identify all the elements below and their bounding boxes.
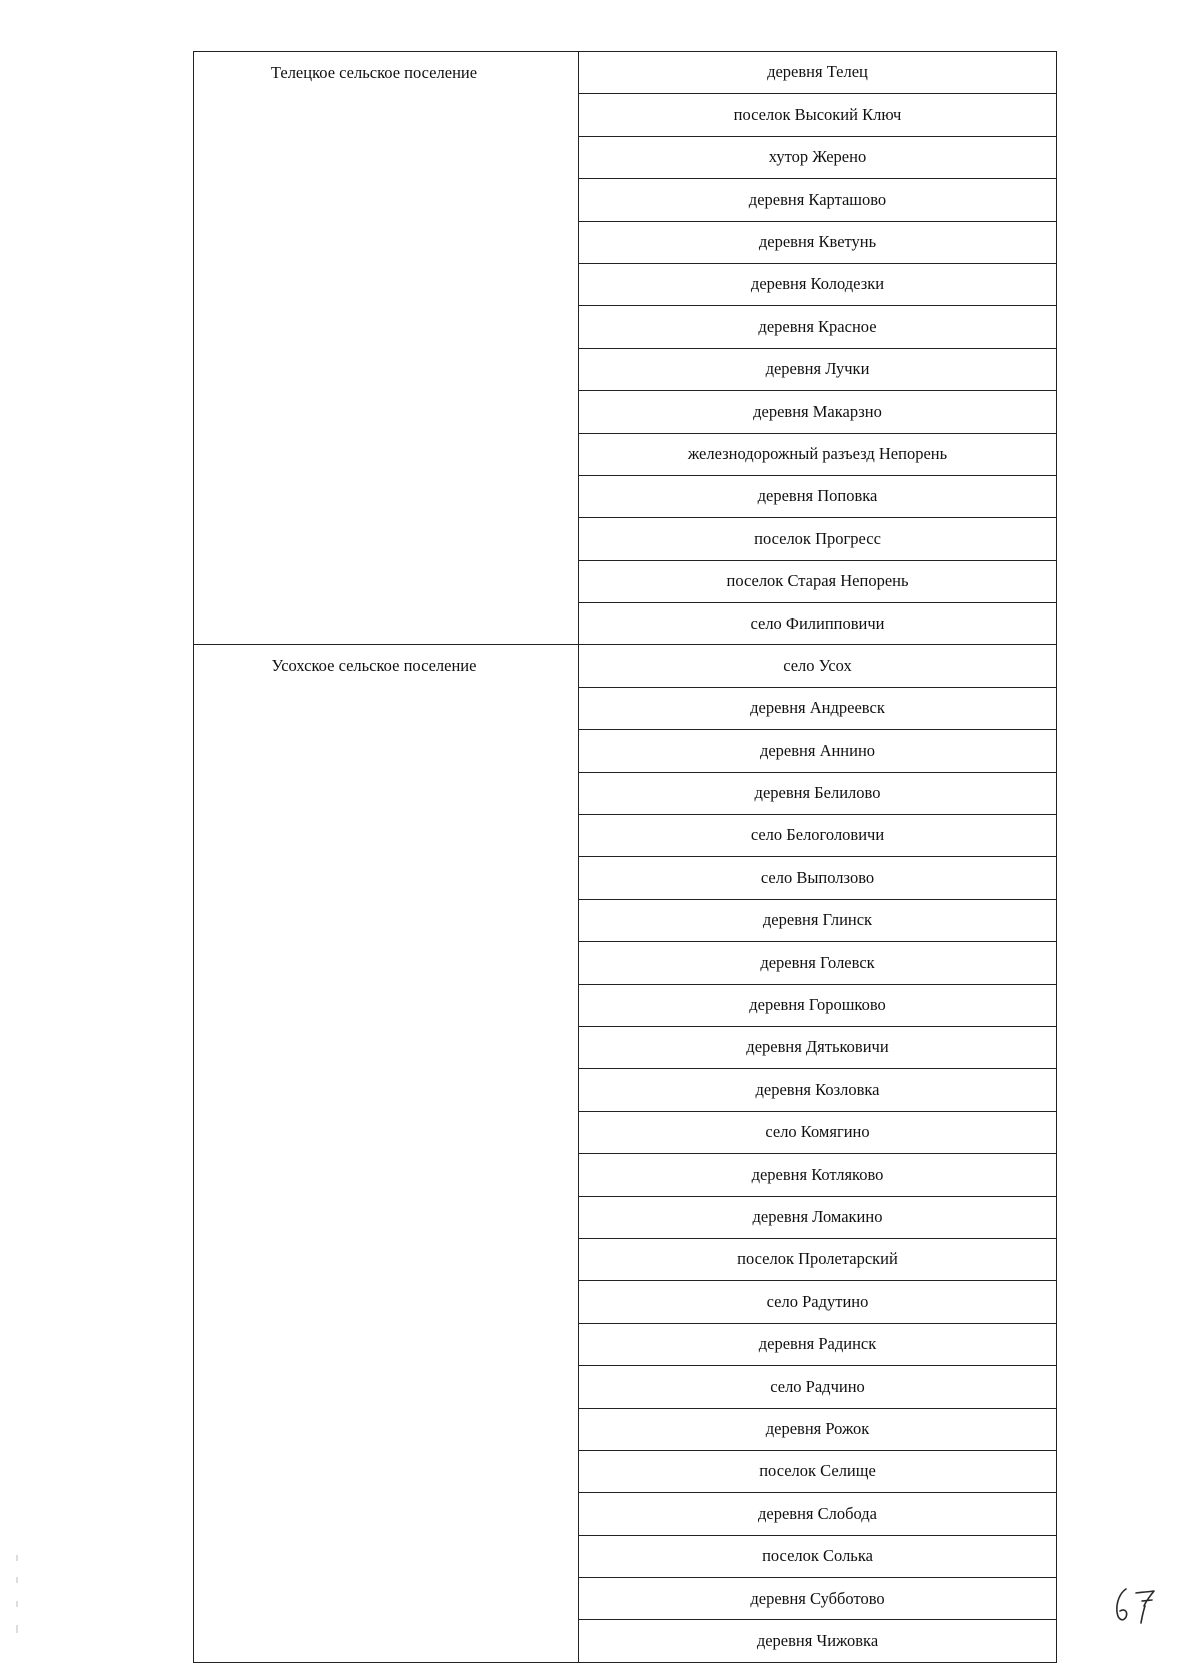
locality-name: деревня Поповка bbox=[579, 475, 1057, 517]
scan-margin-marks bbox=[14, 1555, 20, 1635]
locality-name: поселок Селище bbox=[579, 1450, 1057, 1492]
locality-name: деревня Горошково bbox=[579, 984, 1057, 1026]
settlements-table bbox=[193, 51, 1057, 1663]
settlement-name: Телецкое сельское поселение bbox=[270, 63, 478, 82]
locality-name: деревня Котляково bbox=[579, 1154, 1057, 1196]
locality-name: деревня Аннино bbox=[579, 730, 1057, 772]
locality-name: деревня Макарзно bbox=[579, 391, 1057, 433]
locality-name: деревня Телец bbox=[579, 52, 1057, 94]
locality-name: поселок Пролетарский bbox=[579, 1238, 1057, 1280]
locality-name: деревня Лучки bbox=[579, 348, 1057, 390]
locality-name: деревня Радинск bbox=[579, 1323, 1057, 1365]
locality-name: село Белоголовичи bbox=[579, 815, 1057, 857]
locality-name: железнодорожный разъезд Непорень bbox=[579, 433, 1057, 475]
locality-name: деревня Ломакино bbox=[579, 1196, 1057, 1238]
locality-name: поселок Солька bbox=[579, 1535, 1057, 1577]
locality-name: деревня Красное bbox=[579, 306, 1057, 348]
locality-name: деревня Дятьковичи bbox=[579, 1026, 1057, 1068]
locality-name: село Комягино bbox=[579, 1111, 1057, 1153]
locality-name: село Радчино bbox=[579, 1366, 1057, 1408]
locality-name: хутор Жерено bbox=[579, 136, 1057, 178]
settlement-cell bbox=[194, 52, 579, 645]
locality-name: село Усох bbox=[579, 645, 1057, 687]
locality-name: деревня Кветунь bbox=[579, 221, 1057, 263]
settlements-table-body bbox=[194, 52, 1057, 1663]
settlement-cell bbox=[194, 645, 579, 1662]
locality-name: село Выползово bbox=[579, 857, 1057, 899]
locality-name: деревня Субботово bbox=[579, 1578, 1057, 1620]
locality-name: деревня Козловка bbox=[579, 1069, 1057, 1111]
table-row bbox=[194, 645, 1057, 687]
locality-name: деревня Карташово bbox=[579, 179, 1057, 221]
settlement-name: Усохское сельское поселение bbox=[271, 656, 477, 676]
locality-name: поселок Старая Непорень bbox=[579, 560, 1057, 602]
locality-name: деревня Рожок bbox=[579, 1408, 1057, 1450]
handwritten-page-number bbox=[1112, 1584, 1160, 1628]
locality-name: поселок Прогресс bbox=[579, 518, 1057, 560]
table-row bbox=[194, 52, 1057, 94]
locality-name: деревня Глинск bbox=[579, 899, 1057, 941]
locality-name: деревня Чижовка bbox=[579, 1620, 1057, 1662]
locality-name: деревня Белилово bbox=[579, 772, 1057, 814]
locality-name: деревня Слобода bbox=[579, 1493, 1057, 1535]
locality-name: поселок Высокий Ключ bbox=[579, 94, 1057, 136]
locality-name: село Филипповичи bbox=[579, 603, 1057, 645]
locality-name: деревня Голевск bbox=[579, 942, 1057, 984]
locality-name: деревня Колодезки bbox=[579, 263, 1057, 305]
locality-name: деревня Андреевск bbox=[579, 687, 1057, 729]
locality-name: село Радутино bbox=[579, 1281, 1057, 1323]
